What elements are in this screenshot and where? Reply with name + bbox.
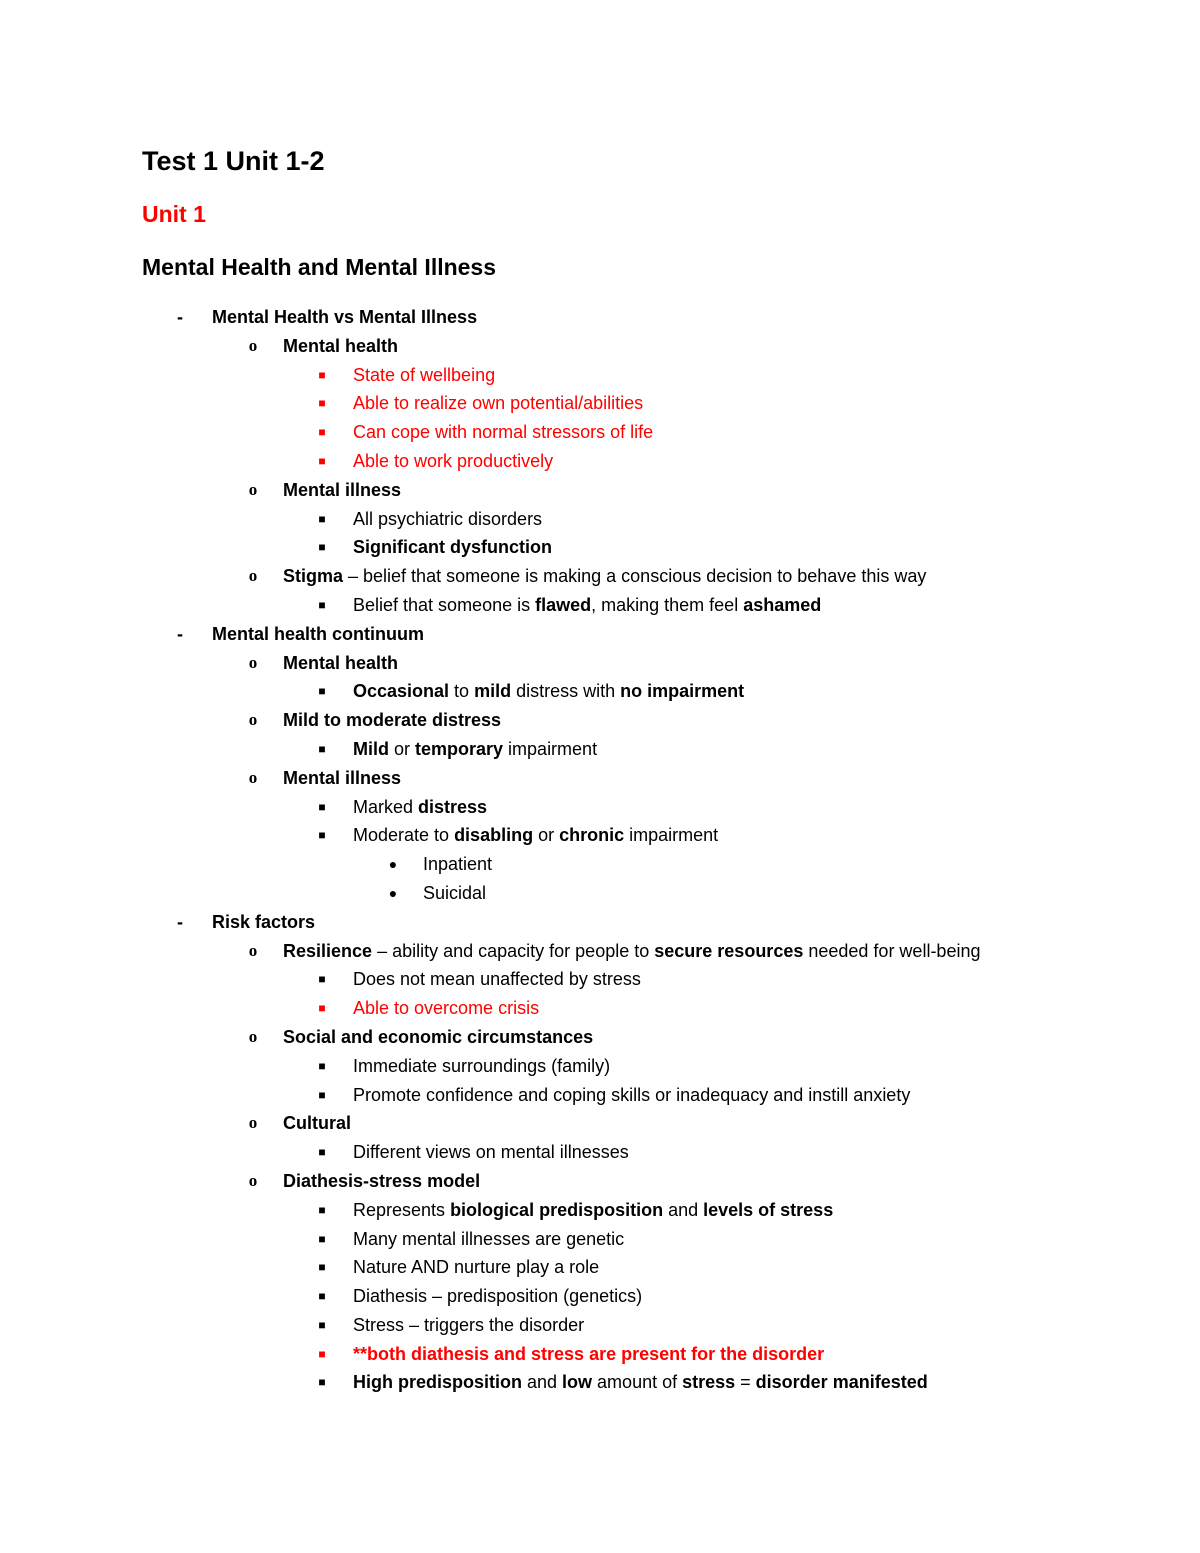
outline-item xyxy=(0,1052,1200,1081)
section-heading: Mental Health and Mental Illness xyxy=(142,254,497,280)
bullet-marker: ● xyxy=(388,884,398,901)
bold-text-run: Mental health xyxy=(283,652,399,673)
bullet-marker: ■ xyxy=(318,1202,326,1217)
bold-text-run: Social and economic circumstances xyxy=(283,1026,594,1047)
outline-item xyxy=(0,908,1200,937)
outline-item-text xyxy=(353,1282,642,1311)
outline-item-text xyxy=(423,879,486,908)
outline-item-text xyxy=(283,764,401,793)
text-run: to xyxy=(449,681,475,702)
bold-text-run: Mental health continuum xyxy=(212,623,425,644)
outline-item-text xyxy=(212,908,315,937)
text-run: – ability and capacity for people to xyxy=(372,940,655,961)
bold-text-run: Risk factors xyxy=(212,911,316,932)
outline-item-text xyxy=(353,1311,584,1340)
bold-text-run: Mild to moderate distress xyxy=(283,710,502,731)
bold-text-run: Resilience xyxy=(283,940,373,961)
outline-item-text xyxy=(353,1225,624,1254)
bold-text-run: Mental health xyxy=(283,335,399,356)
bullet-marker: o xyxy=(248,710,258,730)
text-run: distress with xyxy=(511,681,621,702)
outline-item-text xyxy=(353,1340,824,1369)
outline-item-text xyxy=(283,562,926,591)
bullet-marker: ■ xyxy=(318,1058,326,1073)
text-run: Able to realize own potential/abilities xyxy=(353,393,644,414)
outline-item-text xyxy=(353,1052,610,1081)
outline-item xyxy=(0,1225,1200,1254)
bold-text-run: **both diathesis and stress are present for the disorder xyxy=(353,1343,825,1364)
document-title: Test 1 Unit 1-2 xyxy=(142,146,325,176)
text-run: Promote confidence and coping skills or inadequacy and instill anxiety xyxy=(353,1084,911,1105)
text-run: Different views on mental illnesses xyxy=(353,1142,629,1163)
bullet-marker: ■ xyxy=(318,1087,326,1102)
outline-item xyxy=(0,735,1200,764)
outline-item-text xyxy=(353,505,542,534)
outline-item-text xyxy=(283,1023,593,1052)
bold-text-run: chronic xyxy=(559,825,625,846)
text-run: All psychiatric disorders xyxy=(353,508,543,529)
outline-item xyxy=(0,1311,1200,1340)
text-run: , making them feel xyxy=(591,594,744,615)
bullet-marker: ■ xyxy=(318,1346,326,1361)
bold-text-run: Occasional xyxy=(353,681,450,702)
bullet-marker: ■ xyxy=(318,425,326,440)
bold-text-run: disabling xyxy=(454,825,534,846)
outline-item xyxy=(0,1282,1200,1311)
text-run: and xyxy=(663,1199,704,1220)
bullet-marker: ■ xyxy=(318,367,326,382)
bold-text-run: High predisposition xyxy=(353,1372,522,1393)
outline-item-text xyxy=(283,937,980,966)
text-run: Inpatient xyxy=(423,854,493,875)
text-run: Suicidal xyxy=(423,882,487,903)
bold-text-run: ashamed xyxy=(743,594,822,615)
bold-text-run: temporary xyxy=(415,738,504,759)
outline-item xyxy=(0,418,1200,447)
outline-item-text xyxy=(353,821,718,850)
text-run: State of wellbeing xyxy=(353,364,496,385)
outline-item xyxy=(0,965,1200,994)
bullet-marker: - xyxy=(177,911,183,932)
outline-item xyxy=(0,1196,1200,1225)
bold-text-run: flawed xyxy=(535,594,592,615)
bullet-marker: - xyxy=(177,307,183,327)
bullet-marker: - xyxy=(177,623,183,644)
bullet-marker: ■ xyxy=(318,684,326,699)
outline-item-text xyxy=(353,965,641,994)
bold-text-run: secure resources xyxy=(654,940,804,961)
outline-item-text xyxy=(212,620,424,649)
bullet-marker: o xyxy=(248,652,258,672)
text-run: Marked xyxy=(353,796,419,817)
text-run: Nature AND nurture play a role xyxy=(353,1257,600,1278)
outline-item xyxy=(0,994,1200,1023)
outline-item xyxy=(0,764,1200,793)
outline-item-text xyxy=(353,1138,629,1167)
text-run: Able to overcome crisis xyxy=(353,998,540,1019)
outline-item xyxy=(0,1253,1200,1282)
outline-item xyxy=(0,389,1200,418)
bullet-marker: o xyxy=(248,479,258,499)
outline-item xyxy=(0,1340,1200,1369)
bullet-marker: ■ xyxy=(318,972,326,987)
bold-text-run: Mental illness xyxy=(283,479,402,500)
outline-item-text xyxy=(283,706,501,735)
bullet-marker: ■ xyxy=(318,597,326,612)
outline-item xyxy=(0,505,1200,534)
outline-item-text xyxy=(283,649,398,678)
text-run: and xyxy=(522,1372,563,1393)
bullet-marker: o xyxy=(248,1170,258,1190)
bold-text-run: Cultural xyxy=(283,1113,352,1134)
bullet-marker: ■ xyxy=(318,1289,326,1304)
outline-item-text xyxy=(353,994,539,1023)
outline-item xyxy=(0,1023,1200,1052)
bold-text-run: no impairment xyxy=(620,681,745,702)
outline-item-text xyxy=(353,793,487,822)
outline-item-text xyxy=(353,735,597,764)
outline-item xyxy=(0,562,1200,591)
bullet-marker: ■ xyxy=(318,453,326,468)
outline-item xyxy=(0,303,1200,332)
outline-item xyxy=(0,937,1200,966)
text-run: Can cope with normal stressors of life xyxy=(353,422,654,443)
text-run: impairment xyxy=(624,825,719,846)
bold-text-run: mild xyxy=(474,681,512,702)
bullet-marker: o xyxy=(248,566,258,586)
bullet-marker: o xyxy=(248,335,258,355)
outline-item-text xyxy=(283,1167,480,1196)
unit-heading: Unit 1 xyxy=(142,201,206,227)
outline-item xyxy=(0,1109,1200,1138)
text-run: Does not mean unaffected by stress xyxy=(353,969,641,990)
outline-item xyxy=(0,1167,1200,1196)
outline-item-text xyxy=(283,1109,351,1138)
outline-item xyxy=(0,332,1200,361)
outline-item-text xyxy=(353,1253,599,1282)
bold-text-run: Mental Health vs Mental Illness xyxy=(212,307,478,327)
bullet-marker: ● xyxy=(388,856,398,873)
outline-item-text xyxy=(353,1196,833,1225)
outline-item-text xyxy=(423,850,492,879)
outline-item xyxy=(0,1368,1200,1397)
outline-list xyxy=(0,303,1200,1397)
bullet-marker: ■ xyxy=(318,828,326,843)
bold-text-run: Mental illness xyxy=(283,767,402,788)
text-run: Stress – triggers the disorder xyxy=(353,1314,585,1335)
bullet-marker: o xyxy=(248,1113,258,1133)
text-run: amount of xyxy=(592,1372,683,1393)
text-run: impairment xyxy=(503,738,598,759)
text-run: Represents xyxy=(353,1199,451,1220)
bold-text-run: Diathesis-stress model xyxy=(283,1170,481,1191)
bold-text-run: low xyxy=(562,1372,593,1393)
outline-item-text xyxy=(212,303,477,332)
outline-item xyxy=(0,821,1200,850)
outline-item xyxy=(0,850,1200,879)
outline-item xyxy=(0,1081,1200,1110)
outline-item-text xyxy=(353,533,552,562)
outline-item xyxy=(0,1138,1200,1167)
bullet-marker: ■ xyxy=(318,1231,326,1246)
text-run: Belief that someone is xyxy=(353,594,536,615)
bold-text-run: Significant dysfunction xyxy=(353,537,553,558)
outline-item xyxy=(0,361,1200,390)
bullet-marker: o xyxy=(248,940,258,960)
text-run: or xyxy=(389,738,416,759)
bullet-marker: ■ xyxy=(318,1375,326,1390)
bold-text-run: stress xyxy=(682,1372,736,1393)
text-run: needed for well-being xyxy=(803,940,981,961)
bullet-marker: ■ xyxy=(318,1317,326,1332)
outline-item-text xyxy=(353,361,495,390)
outline-item-text xyxy=(353,677,744,706)
outline-item xyxy=(0,447,1200,476)
outline-item-text xyxy=(283,332,398,361)
bold-text-run: Stigma xyxy=(283,566,344,587)
outline-item xyxy=(0,533,1200,562)
text-run: – belief that someone is making a conscious decision to behave this way xyxy=(343,566,927,587)
outline-item xyxy=(0,706,1200,735)
outline-item xyxy=(0,879,1200,908)
outline-item-text xyxy=(283,476,401,505)
bullet-marker: ■ xyxy=(318,741,326,756)
text-run: = xyxy=(735,1372,756,1393)
bullet-marker: ■ xyxy=(318,1145,326,1160)
bold-text-run: biological predisposition xyxy=(450,1199,664,1220)
bold-text-run: levels of stress xyxy=(703,1199,834,1220)
bullet-marker: o xyxy=(248,767,258,787)
outline-item-text xyxy=(353,1368,928,1397)
bullet-marker: ■ xyxy=(318,511,326,526)
outline-item-text xyxy=(353,1081,910,1110)
bold-text-run: Mild xyxy=(353,738,389,759)
bullet-marker: ■ xyxy=(318,396,326,411)
text-run: or xyxy=(533,825,560,846)
outline-item-text xyxy=(353,591,821,620)
bullet-marker: ■ xyxy=(318,1260,326,1275)
bold-text-run: distress xyxy=(418,796,488,817)
outline-item-text xyxy=(353,447,553,476)
bullet-marker: ■ xyxy=(318,540,326,555)
text-run: Many mental illnesses are genetic xyxy=(353,1228,625,1249)
text-run: Moderate to xyxy=(353,825,455,846)
bullet-marker: ■ xyxy=(318,799,326,814)
outline-item xyxy=(0,620,1200,649)
outline-item xyxy=(0,677,1200,706)
outline-item xyxy=(0,591,1200,620)
bullet-marker: ■ xyxy=(318,1001,326,1016)
bullet-marker: o xyxy=(248,1026,258,1046)
outline-item xyxy=(0,793,1200,822)
bold-text-run: disorder manifested xyxy=(755,1372,928,1393)
text-run: Immediate surroundings (family) xyxy=(353,1055,611,1076)
text-run: Diathesis – predisposition (genetics) xyxy=(353,1286,643,1307)
outline-item xyxy=(0,476,1200,505)
text-run: Able to work productively xyxy=(353,450,554,471)
outline-item-text xyxy=(353,389,643,418)
outline-item xyxy=(0,649,1200,678)
outline-item-text xyxy=(353,418,653,447)
